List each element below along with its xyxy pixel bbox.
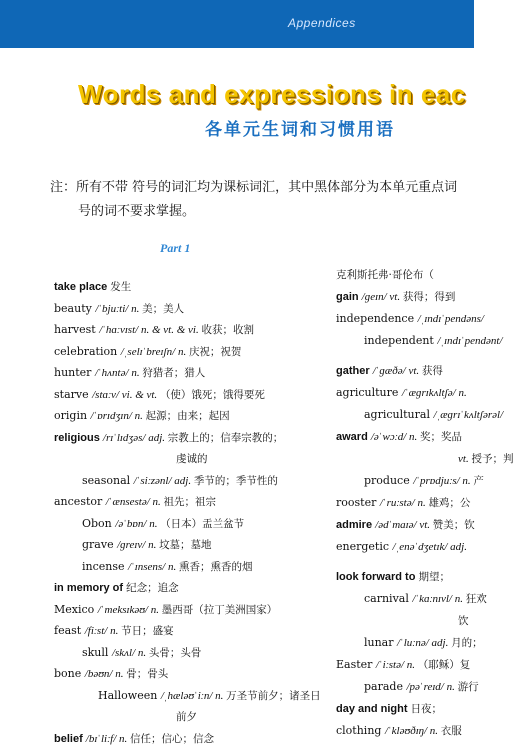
entry-meaning: 前夕 <box>176 711 197 723</box>
vocab-entry <box>336 676 496 698</box>
vocab-entry <box>54 706 324 728</box>
entry-word: beauty <box>54 301 96 315</box>
vocab-entry <box>336 448 513 470</box>
entry-part-of-speech: n. <box>215 689 227 702</box>
entry-meaning: 墨西哥（拉丁美洲国家） <box>161 603 278 616</box>
entry-phonetic: /ˈruːstə/ <box>379 497 418 509</box>
entry-word: hunter <box>54 366 95 379</box>
vocab-entry <box>54 663 324 685</box>
entry-meaning: 产 <box>473 475 484 487</box>
entry-part-of-speech: n. <box>417 497 429 509</box>
entry-word: origin <box>54 409 91 422</box>
entry-part-of-speech: vt. <box>389 291 403 303</box>
entry-word: starve <box>54 387 93 401</box>
entry-meaning: 头骨；头骨 <box>148 646 202 659</box>
entry-meaning: 坟墓；墓地 <box>159 539 212 551</box>
entry-meaning: 节日；盛宴 <box>121 625 174 637</box>
entry-part-of-speech: n. & vt. & vi. <box>140 324 202 336</box>
entry-meaning: 季节的；季节性的 <box>193 474 278 487</box>
vocab-entry <box>336 360 496 382</box>
entry-word: parade <box>364 680 407 693</box>
entry-phonetic: /ˌhæləʊˈiːn/ <box>160 689 216 702</box>
entry-word: incense <box>82 559 129 573</box>
entry-word: day and night <box>336 703 411 715</box>
entry-part-of-speech: n. <box>446 681 458 693</box>
entry-phonetic: /ˈæɡrɪkʌltʃə/ <box>401 387 459 399</box>
entry-part-of-speech: adj. <box>174 474 194 487</box>
vocab-entry <box>54 362 324 384</box>
entry-phonetic: /ˈænsestə/ <box>105 496 153 508</box>
right-word-column <box>336 264 513 742</box>
left-word-column <box>54 276 324 749</box>
entry-phonetic: /ˈluːnə/ <box>397 637 432 649</box>
entry-meaning: 授予；判 <box>471 453 513 465</box>
entry-part-of-speech: adj. <box>431 637 452 649</box>
entry-word: celebration <box>54 344 121 358</box>
vocab-entry <box>54 577 324 599</box>
vocab-entry <box>336 426 496 448</box>
entry-part-of-speech: n. <box>152 496 164 508</box>
entry-meaning: （使）饿死；饿得要死 <box>159 388 265 401</box>
entry-phonetic: /ˈbjuːti/ <box>95 302 132 315</box>
entry-part-of-speech: vt. <box>408 365 422 377</box>
entry-part-of-speech: n. <box>110 625 122 637</box>
entry-phonetic: /ˌɪndɪˈpendəns/ <box>417 313 484 325</box>
entry-part-of-speech: n. <box>462 475 474 487</box>
entry-part-of-speech: n. <box>131 367 143 379</box>
entry-meaning: 熏香；熏香的烟 <box>178 560 253 573</box>
vocab-entry <box>336 286 496 308</box>
entry-part-of-speech: n. <box>150 603 162 616</box>
vocab-entry <box>54 599 324 621</box>
entry-meaning: （日本）盂兰盆节 <box>160 517 245 530</box>
entry-part-of-speech: n. <box>167 560 179 573</box>
entry-word: independent <box>364 334 438 347</box>
vocab-entry <box>54 470 324 492</box>
entry-word: energetic <box>336 540 393 553</box>
entry-word: gather <box>336 365 373 377</box>
entry-phonetic: /ˌɪndɪˈpendənt/ <box>437 335 503 347</box>
title-chinese: 各单元生词和习惯用语 <box>205 120 395 140</box>
entry-part-of-speech: vi. & vt. <box>121 388 160 401</box>
vocab-entry <box>336 566 496 588</box>
vocab-entry <box>54 319 324 341</box>
entry-meaning: 衣服 <box>440 725 462 737</box>
vocab-entry <box>54 642 324 664</box>
part-label: Part 1 <box>160 241 191 255</box>
entry-meaning: 狂欢 <box>465 593 487 605</box>
entry-word: agricultural <box>364 408 434 421</box>
entry-part-of-speech: n. <box>429 725 441 737</box>
entry-part-of-speech: n. <box>406 659 418 671</box>
vocab-entry <box>54 620 324 642</box>
entry-word: bone <box>54 667 85 680</box>
entry-phonetic: /ˌenəˈdʒetɪk/ <box>392 541 451 553</box>
entry-phonetic: /fiːst/ <box>84 625 111 637</box>
entry-phonetic: /ˌæɡrɪˈkʌltʃərəl/ <box>433 409 504 421</box>
entry-phonetic: /ˈɒrɪdʒɪn/ <box>90 410 135 422</box>
entry-phonetic: /ˈprɒdjuːs/ <box>413 475 463 487</box>
entry-part-of-speech: adj. <box>450 541 467 553</box>
entry-meaning: 虔诚的 <box>176 453 208 465</box>
entry-word: carnival <box>364 592 413 605</box>
entry-phonetic: /ˈmeksɪkəʊ/ <box>97 603 151 616</box>
vocab-entry <box>336 404 504 426</box>
entry-word: belief <box>54 732 86 745</box>
entry-word: independence <box>336 312 418 325</box>
entry-phonetic: /ˈsiːzənl/ <box>133 474 175 487</box>
vocab-entry <box>336 720 496 742</box>
page-header-bar <box>0 0 474 48</box>
entry-phonetic: /bəʊn/ <box>84 668 116 680</box>
section-header: Appendices <box>288 16 356 30</box>
entry-part-of-speech: n. <box>177 345 189 358</box>
entry-part-of-speech: vt. <box>458 453 472 465</box>
entry-meaning: 获得 <box>421 365 443 377</box>
entry-phonetic: /ˈɪnsens/ <box>128 560 168 573</box>
entry-part-of-speech: n. <box>137 646 149 659</box>
entry-phonetic: /ˈhʌntə/ <box>94 367 132 379</box>
entry-phonetic: /əˈwɔːd/ <box>370 431 410 443</box>
entry-word: award <box>336 431 371 443</box>
entry-word: admire <box>336 519 376 531</box>
entry-word: produce <box>364 474 414 487</box>
entry-meaning: 期望； <box>418 571 450 583</box>
entry-word: take place <box>54 281 111 293</box>
entry-part-of-speech: n. <box>409 431 421 443</box>
entry-part-of-speech: n. <box>454 593 466 605</box>
entry-meaning: 纪念；追念 <box>126 582 179 594</box>
vocab-entry <box>54 384 324 406</box>
entry-word: clothing <box>336 724 385 737</box>
entry-part-of-speech: adj. <box>148 431 168 444</box>
entry-meaning: 万圣节前夕；诸圣日 <box>226 689 321 702</box>
entry-phonetic: /ədˈmaɪə/ <box>375 519 420 531</box>
entry-meaning: 饮 <box>458 615 469 627</box>
vocab-entry <box>54 341 324 363</box>
entry-word: Mexico <box>54 602 98 616</box>
vocab-entry <box>54 491 324 513</box>
entry-meaning: 雄鸡；公 <box>428 497 471 509</box>
vocab-entry <box>336 264 496 286</box>
vocab-entry <box>54 513 324 535</box>
entry-phonetic: /ˈkɑːnɪvl/ <box>412 593 455 605</box>
entry-part-of-speech: n. <box>458 387 467 399</box>
entry-phonetic: /rɪˈlɪdʒəs/ <box>102 431 149 444</box>
entry-meaning: 月的； <box>451 637 483 649</box>
entry-meaning: 狩猎者；猎人 <box>142 367 206 379</box>
entry-phonetic: /ˈkləʊðɪŋ/ <box>384 725 430 737</box>
entry-part-of-speech: vt. <box>419 519 433 531</box>
entry-meaning: 信任；信心；信念 <box>130 732 215 745</box>
vocab-entry <box>54 685 324 707</box>
vocab-entry <box>336 632 496 654</box>
entry-word: Easter <box>336 658 376 671</box>
vocab-entry <box>336 330 503 352</box>
entry-part-of-speech: n. <box>148 539 160 551</box>
entry-word: look forward to <box>336 571 419 583</box>
entry-word: rooster <box>336 496 380 509</box>
vocab-entry <box>336 610 496 632</box>
entry-word: lunar <box>364 636 397 649</box>
vocab-entry <box>54 728 324 750</box>
entry-word: religious <box>54 431 103 444</box>
entry-meaning: 赞美；钦 <box>432 519 475 531</box>
entry-word: Obon <box>82 516 116 530</box>
entry-phonetic: /pəˈreɪd/ <box>406 681 447 693</box>
entry-phonetic: /bɪˈliːf/ <box>85 732 120 745</box>
entry-meaning: 骨；骨头 <box>126 668 169 680</box>
entry-meaning: 庆祝；祝贺 <box>188 345 242 358</box>
vocab-entry <box>54 556 324 578</box>
vocab-entry <box>54 276 324 298</box>
entry-word: harvest <box>54 323 100 336</box>
entry-phonetic: /əˈbɒn/ <box>115 517 150 530</box>
entry-word: feast <box>54 624 85 637</box>
entry-meaning: 发生 <box>110 281 132 293</box>
vocab-entry <box>336 492 496 514</box>
entry-phonetic: /ˈhɑːvɪst/ <box>99 324 141 336</box>
vocab-entry <box>54 448 324 470</box>
vocab-entry <box>54 298 324 320</box>
vocab-entry <box>336 470 496 492</box>
vocab-entry <box>54 405 324 427</box>
note-paragraph <box>50 176 490 224</box>
entry-word: seasonal <box>82 473 134 487</box>
note-line-2: 号的词不要求掌握。 <box>78 204 196 219</box>
entry-part-of-speech: n. <box>149 517 161 530</box>
entry-word: grave <box>82 538 118 551</box>
entry-part-of-speech: n. <box>119 732 131 745</box>
entry-phonetic: /ɡeɪn/ <box>361 291 390 303</box>
entry-meaning: 日夜； <box>410 703 443 715</box>
entry-word: skull <box>82 645 112 659</box>
entry-meaning: 收获；收割 <box>201 324 254 336</box>
entry-phonetic: /stɑːv/ <box>92 388 122 401</box>
entry-meaning: 克利斯托弗·哥伦布（ <box>336 269 434 281</box>
vocab-entry <box>336 654 496 676</box>
entry-meaning: 起源；由来；起因 <box>145 410 230 422</box>
entry-meaning: 祖先；祖宗 <box>163 496 217 508</box>
entry-meaning: 奖；奖品 <box>420 431 463 443</box>
entry-meaning: 游行 <box>457 681 479 693</box>
vocab-entry <box>336 698 496 720</box>
entry-meaning: （耶稣）复 <box>417 659 471 671</box>
entry-part-of-speech: n. <box>115 668 127 680</box>
entry-word: Halloween <box>98 688 161 702</box>
vocab-entry <box>54 427 324 449</box>
entry-meaning: 宗教上的；信奉宗教的； <box>167 431 284 444</box>
entry-phonetic: /ˈɡæðə/ <box>372 365 409 377</box>
title-english: Words and expressions in eac <box>78 79 466 109</box>
entry-meaning: 美；美人 <box>142 302 185 315</box>
vocab-entry <box>336 536 496 558</box>
entry-phonetic: /ɡreɪv/ <box>117 539 149 551</box>
vocab-entry <box>336 588 496 610</box>
vocab-entry <box>336 382 496 404</box>
entry-part-of-speech: n. <box>131 302 143 315</box>
vocab-entry <box>336 514 496 536</box>
entry-phonetic: /ˈiːstə/ <box>375 659 407 671</box>
entry-meaning: 获得；得到 <box>402 291 456 303</box>
entry-part-of-speech: n. <box>134 410 146 422</box>
vocab-entry <box>336 308 496 330</box>
entry-phonetic: /ˌselɪˈbreɪʃn/ <box>120 345 178 358</box>
entry-word: in memory of <box>54 582 127 594</box>
entry-word: gain <box>336 291 362 303</box>
vocab-entry <box>54 534 324 556</box>
entry-word: ancestor <box>54 495 106 508</box>
entry-phonetic: /skʌl/ <box>111 646 138 659</box>
note-line-1: 注：所有不带 符号的词汇均为课标词汇，其中黑体部分为本单元重点词 <box>50 180 458 195</box>
entry-word: agriculture <box>336 386 402 399</box>
